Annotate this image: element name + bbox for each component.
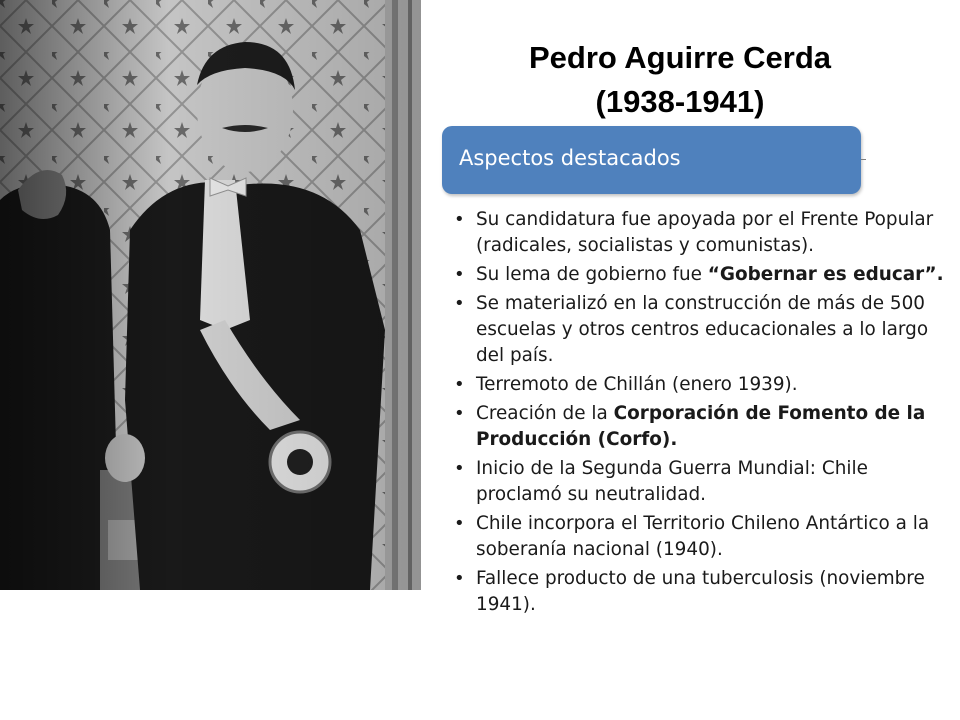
header-divider-tick [861,159,866,160]
bullet-text: Terremoto de Chillán (enero 1939). [476,374,798,395]
bullet-text-bold: “Gobernar es educar”. [707,264,944,285]
bullet-text: Fallece producto de una tuberculosis (noviembre 1941). [476,568,925,615]
bullet-text-bold: Corporación de Fomento de la Producción (Corfo). [476,403,926,450]
bullet-icon: • [454,264,465,285]
list-item [452,291,957,369]
bullet-text: Creación de la [476,403,614,424]
bullet-text: Inicio de la Segunda Guerra Mundial: Chile proclamó su neutralidad. [476,458,868,505]
bullet-icon: • [454,374,465,395]
bullet-text: Se materializó en la construcción de más de 500 escuelas y otros centros educacionales a lo largo del país. [476,293,929,366]
bullet-text: Su candidatura fue apoyada por el Frente Popular (radicales, socialistas y comunistas). [476,209,934,256]
list-item [452,262,957,288]
bullet-icon: • [454,293,465,314]
list-item [452,372,957,398]
bullet-text: Chile incorpora el Territorio Chileno Antártico a la soberanía nacional (1940). [476,513,930,560]
bullet-icon: • [454,458,465,479]
highlights-list [452,207,957,621]
list-item [452,401,957,453]
bullet-icon: • [454,209,465,230]
section-header-box [442,126,861,194]
list-item [452,456,957,508]
portrait-photo [0,0,421,590]
title-name: Pedro Aguirre Cerda [528,40,832,75]
list-item [452,566,957,618]
list-item [452,207,957,259]
bullet-text: Su lema de gobierno fue [476,264,708,285]
slide-title [440,36,920,124]
bullet-icon: • [454,403,465,424]
bullet-icon: • [454,568,465,589]
bullet-icon: • [454,513,465,534]
title-years: (1938-1941) [595,84,765,119]
section-header-label: Aspectos destacados [459,146,681,170]
list-item [452,511,957,563]
